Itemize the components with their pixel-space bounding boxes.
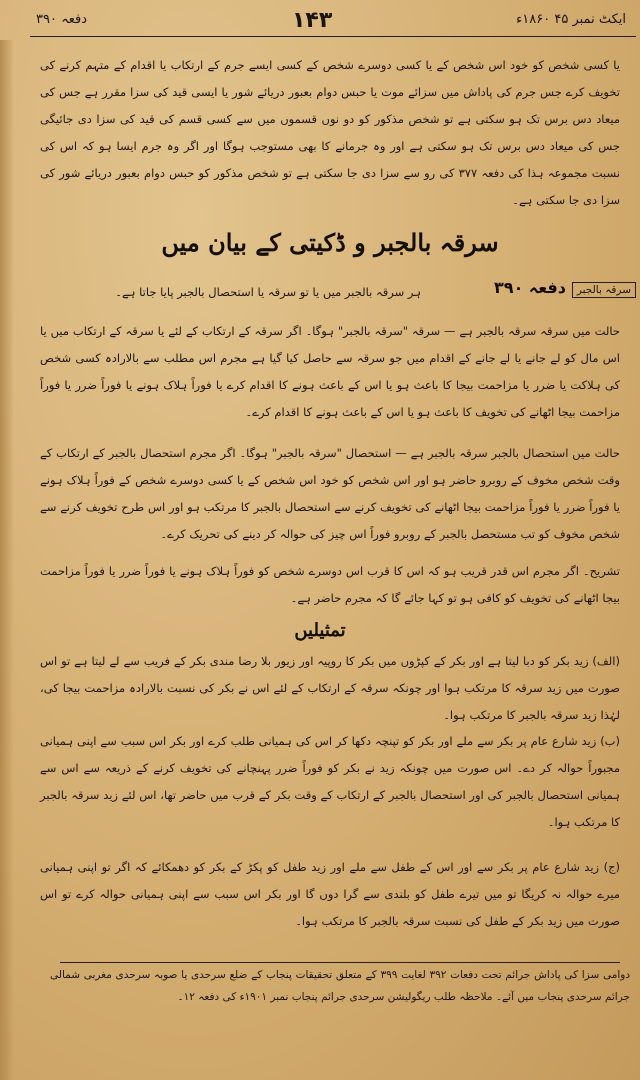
header-rule [30,36,636,37]
section-lead-text: ہر سرقہ بالجبر میں یا تو سرقہ یا استحصال بالجبر پایا جاتا ہے۔ [115,285,421,299]
illustrations-heading: تمثیلیں [294,620,346,641]
section-number: دفعہ ۳۹۰ [494,278,566,297]
header-section-ref: دفعہ ۳۹۰ [36,12,87,27]
section-side-label: سرقہ بالجبر [572,282,636,298]
page-header [0,8,640,36]
section-paragraph-theft: حالت میں سرقہ سرقہ بالجبر ہے — سرقہ "سرقہ بالجبر" ہوگا۔ اگر سرقہ کے ارتکاب کے لئے یا سرقہ کے ارتکاب میں یا اس مال کو لے جانے یا لے جانے کے اقدام میں جو سرقہ سے حاصل کیا گیا ہے مجرم اس مطلب سے بالارادہ کسی شخص کی ہلاکت یا ضرر یا مزاحمت بیجا کا باعث ہو یا اس کے باعث ہونے کا اقدام کرے یا فوراً ہلاک ہونے یا فوراً ضرر یا فوراً مزاحمت بیجا اٹھانے کی تخویف کا باعث ہو یا اس کے باعث ہونے کا اقدام کرے۔ [40,324,620,419]
footnote-rule [60,962,620,963]
page-edge-shadow [0,40,14,1080]
header-act-ref: ایکٹ نمبر ۴۵ ۱۸۶۰ء [516,12,626,27]
illustration-c: (ج) زید شارع عام پر بکر سے اور اس کے طفل سے ملے اور زید طفل کو پکڑ کے بکر کو دھمکائے کہ اگر تو اپنی ہمیانی میرے حوالہ نہ کریگا تو میں تیرے طفل کو بلندی سے گرا دوں گا اور بکر اس سبب سے اپنی ہمیانی حوالہ کرے تو اس صورت میں زید بکر کے طفل کی نسبت سرقہ بالجبر کا مرتکب ہوا۔ [40,860,620,928]
page-number: ۱۴۳ [292,8,333,33]
section-paragraph-extortion: حالت میں استحصال بالجبر سرقہ بالجبر ہے — استحصال "سرقہ بالجبر" ہوگا۔ اگر مجرم استحصال بالجبر کے ارتکاب کے وقت شخص مخوف کے روبرو حاضر ہو اور اس شخص کو خود اس شخص کے یا کسی دوسرے شخص کے فوراً ہلاک ہونے یا فوراً ضرر یا فوراً مزاحمت بیجا اٹھانے کی تخویف کرنے سے استحصال بالجبر کا مرتکب ہو اور اس طرح تخویف کرنے سے شخص مخوف کو تب مستحصل بالجبر کے روبرو فوراً اس چیز کی حوالہ کر دینے کی تحریک کرے۔ [40,446,620,541]
footnote: دوامی سزا کی پاداش جرائم تحت دفعات ۳۹۲ لغایت ۳۹۹ کے متعلق تحقیقات پنجاب کے ضلع سرحدی یا صوبہ سرحدی مغربی شمالی جرائم سرحدی پنجاب میں آئے۔ ملاحظہ طلب ریگولیشن سرحدی جرائم پنجاب نمبر ۱۹۰۱ء کی دفعہ ۱۲۔ [50,969,630,1003]
illustration-a: (الف) زید بکر کو دبا لیتا ہے اور بکر کے کپڑوں میں بکر کا روپیہ اور زیور بلا رضا مندی بکر کے فریب سے لے لیتا ہے تو اس صورت میں زید سرقہ کا مرتکب ہوا اور چونکہ سرقہ کے ارتکاب کے لئے اس نے بکر کی نسبت بالارادہ مزاحمت بیجا کی، لہٰذا زید سرقہ بالجبر کا مرتکب ہوا۔ [40,654,620,722]
chapter-heading: سرقہ بالجبر و ڈکیتی کے بیان میں [161,228,499,257]
intro-paragraph: یا کسی شخص کو خود اس شخص کے یا کسی دوسرے شخص کے کسی ایسے جرم کے ارتکاب یا اقدام کے متہم کرنے کی تخویف کرے جس جرم کی پاداش میں سزائے موت یا حبس دوام بعبور دریائے شور یا ایسی قید کی سزا مقرر ہے جس کی میعاد دس برس تک ہو سکتی ہے تو شخص مذکور کو دو نوں قسموں میں سے کسی قسم کی قید کی سزا دی جائیگی جس کی میعاد دس برس تک ہو سکتی ہے اور وہ جرمانے کا بھی مستوجب ہوگا اور اگر وہ جرم ایسا ہو کہ اس کی نسبت مجموعہ ہذا کی دفعہ ۳۷۷ کی رو سے سزا دی جا سکتی ہے تو شخص مذکور کو حبس دوام بعبور دریائے شور کی سزا دی جا سکتی ہے۔ [40,58,620,207]
illustration-b: (ب) زید شارع عام پر بکر سے ملے اور بکر کو تپنچہ دکھا کر اس کی ہمیانی طلب کرے اور بکر اس سبب سے اپنی ہمیانی مجبوراً حوالہ کر دے۔ اس صورت میں چونکہ زید نے بکر کو فوراً ضرر پہنچانے کی تخویف کرنے کے ذریعہ سے اس سے ہمیانی استحصال بالجبر کی اور استحصال بالجبر کے ارتکاب کے وقت بکر کے قرب میں حاضر تھا، اس لئے زید سرقہ بالجبر کا مرتکب ہوا۔ [40,734,620,829]
section-line [36,278,636,308]
explanation-paragraph: تشریح۔ اگر مجرم اس قدر قریب ہو کہ اس کا قرب اس دوسرے شخص کو فوراً ہلاک ہونے یا فوراً ضرر یا فوراً مزاحمت بیجا اٹھانے کی تخویف کو کافی ہو تو کہا جائے گا کہ مجرم حاضر ہے۔ [40,564,620,605]
